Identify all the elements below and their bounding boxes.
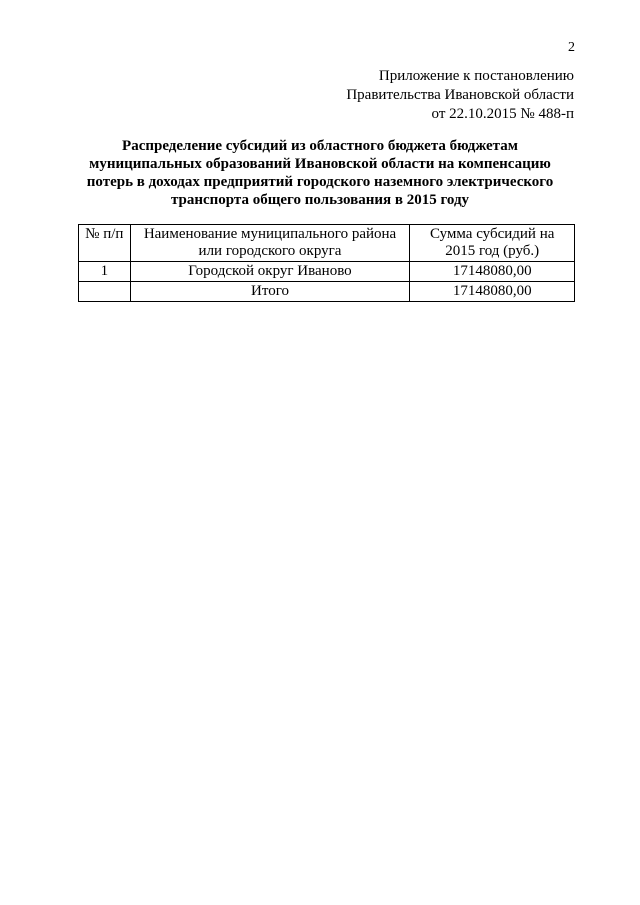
- appendix-line-2: Правительства Ивановской области: [346, 87, 574, 103]
- subsidies-table: [78, 224, 575, 302]
- total-sum: 17148080,00: [410, 282, 575, 302]
- appendix-line-3: от 22.10.2015 № 488-п: [431, 106, 574, 122]
- row-municipality: Городской округ Иваново: [130, 262, 410, 282]
- header-municipality: [130, 225, 410, 262]
- title-line-3: потерь в доходах предприятий городского наземного электрического: [86, 174, 554, 190]
- appendix-reference: [346, 67, 574, 124]
- document-title: [60, 137, 580, 209]
- row-sum: 17148080,00: [410, 262, 575, 282]
- header-sum-line-2: 2015 год (руб.): [445, 243, 540, 259]
- total-number: [79, 282, 131, 302]
- title-line-2: муниципальных образований Ивановской области на компенсацию: [89, 156, 551, 172]
- appendix-line-1: Приложение к постановлению: [378, 68, 574, 84]
- table-row: [79, 262, 575, 282]
- table-header-row: [79, 225, 575, 262]
- title-line-4: транспорта общего пользования в 2015 году: [170, 192, 470, 208]
- page-number: 2: [568, 40, 575, 55]
- table-total-row: [79, 282, 575, 302]
- total-label: Итого: [130, 282, 410, 302]
- header-number: № п/п: [79, 225, 131, 262]
- title-line-1: Распределение субсидий из областного бюджета бюджетам: [122, 138, 518, 154]
- header-municipality-line-2: или городского округа: [198, 243, 342, 259]
- header-sum-line-1: Сумма субсидий на: [429, 226, 555, 242]
- header-sum: [410, 225, 575, 262]
- header-municipality-line-1: Наименование муниципального района: [143, 226, 397, 242]
- row-number: 1: [79, 262, 131, 282]
